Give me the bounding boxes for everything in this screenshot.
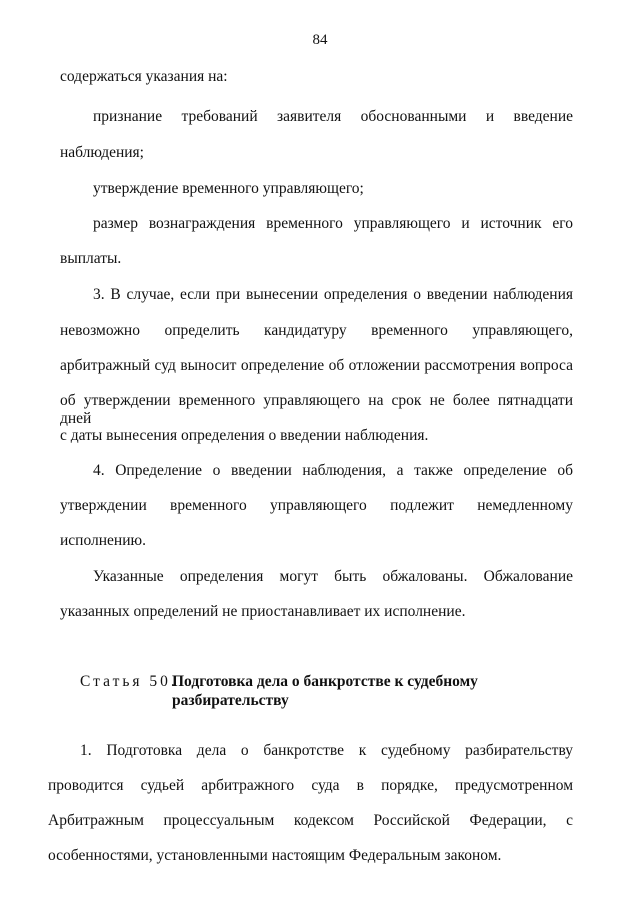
- text-line: 1. Подготовка дела о банкротстве к судебному разбирательству: [80, 742, 573, 759]
- text-line: выплаты.: [60, 250, 122, 267]
- article-heading: [80, 673, 178, 691]
- text-line: указанных определений не приостанавливает их исполнение.: [60, 603, 466, 620]
- text-line: Арбитражным процессуальным кодексом Российской Федерации, с: [48, 812, 573, 829]
- text-line: признание требований заявителя обоснованными и введение: [93, 108, 573, 125]
- text-line: наблюдения;: [60, 144, 144, 161]
- text-line: арбитражный суд выносит определение об отложении рассмотрения вопроса: [60, 357, 573, 374]
- text-line: 4. Определение о введении наблюдения, а также определение об: [93, 462, 573, 479]
- text-line: Указанные определения могут быть обжалованы. Обжалование: [93, 568, 573, 585]
- article-label: Статья 50.: [80, 673, 178, 690]
- text-line: исполнению.: [60, 532, 146, 549]
- text-line: проводится судьей арбитражного суда в порядке, предусмотренном: [48, 777, 573, 794]
- text-line: утверждение временного управляющего;: [93, 180, 364, 197]
- article-title: Подготовка дела о банкротстве к судебному: [172, 673, 478, 690]
- text-line: об утверждении временного управляющего на срок не более пятнадцати дней: [60, 392, 573, 427]
- page-number: 84: [312, 32, 328, 48]
- text-line: размер вознаграждения временного управляющего и источник его: [93, 215, 573, 232]
- text-line: содержаться указания на:: [60, 68, 228, 85]
- text-line: особенностями, установленными настоящим Федеральным законом.: [48, 847, 502, 864]
- article-title: разбирательству: [172, 692, 289, 709]
- text-line: с даты вынесения определения о введении наблюдения.: [60, 427, 429, 444]
- text-line: утверждении временного управляющего подлежит немедленному: [60, 497, 573, 514]
- text-line: 3. В случае, если при вынесении определения о введении наблюдения: [93, 286, 573, 303]
- text-line: невозможно определить кандидатуру временного управляющего,: [60, 322, 573, 339]
